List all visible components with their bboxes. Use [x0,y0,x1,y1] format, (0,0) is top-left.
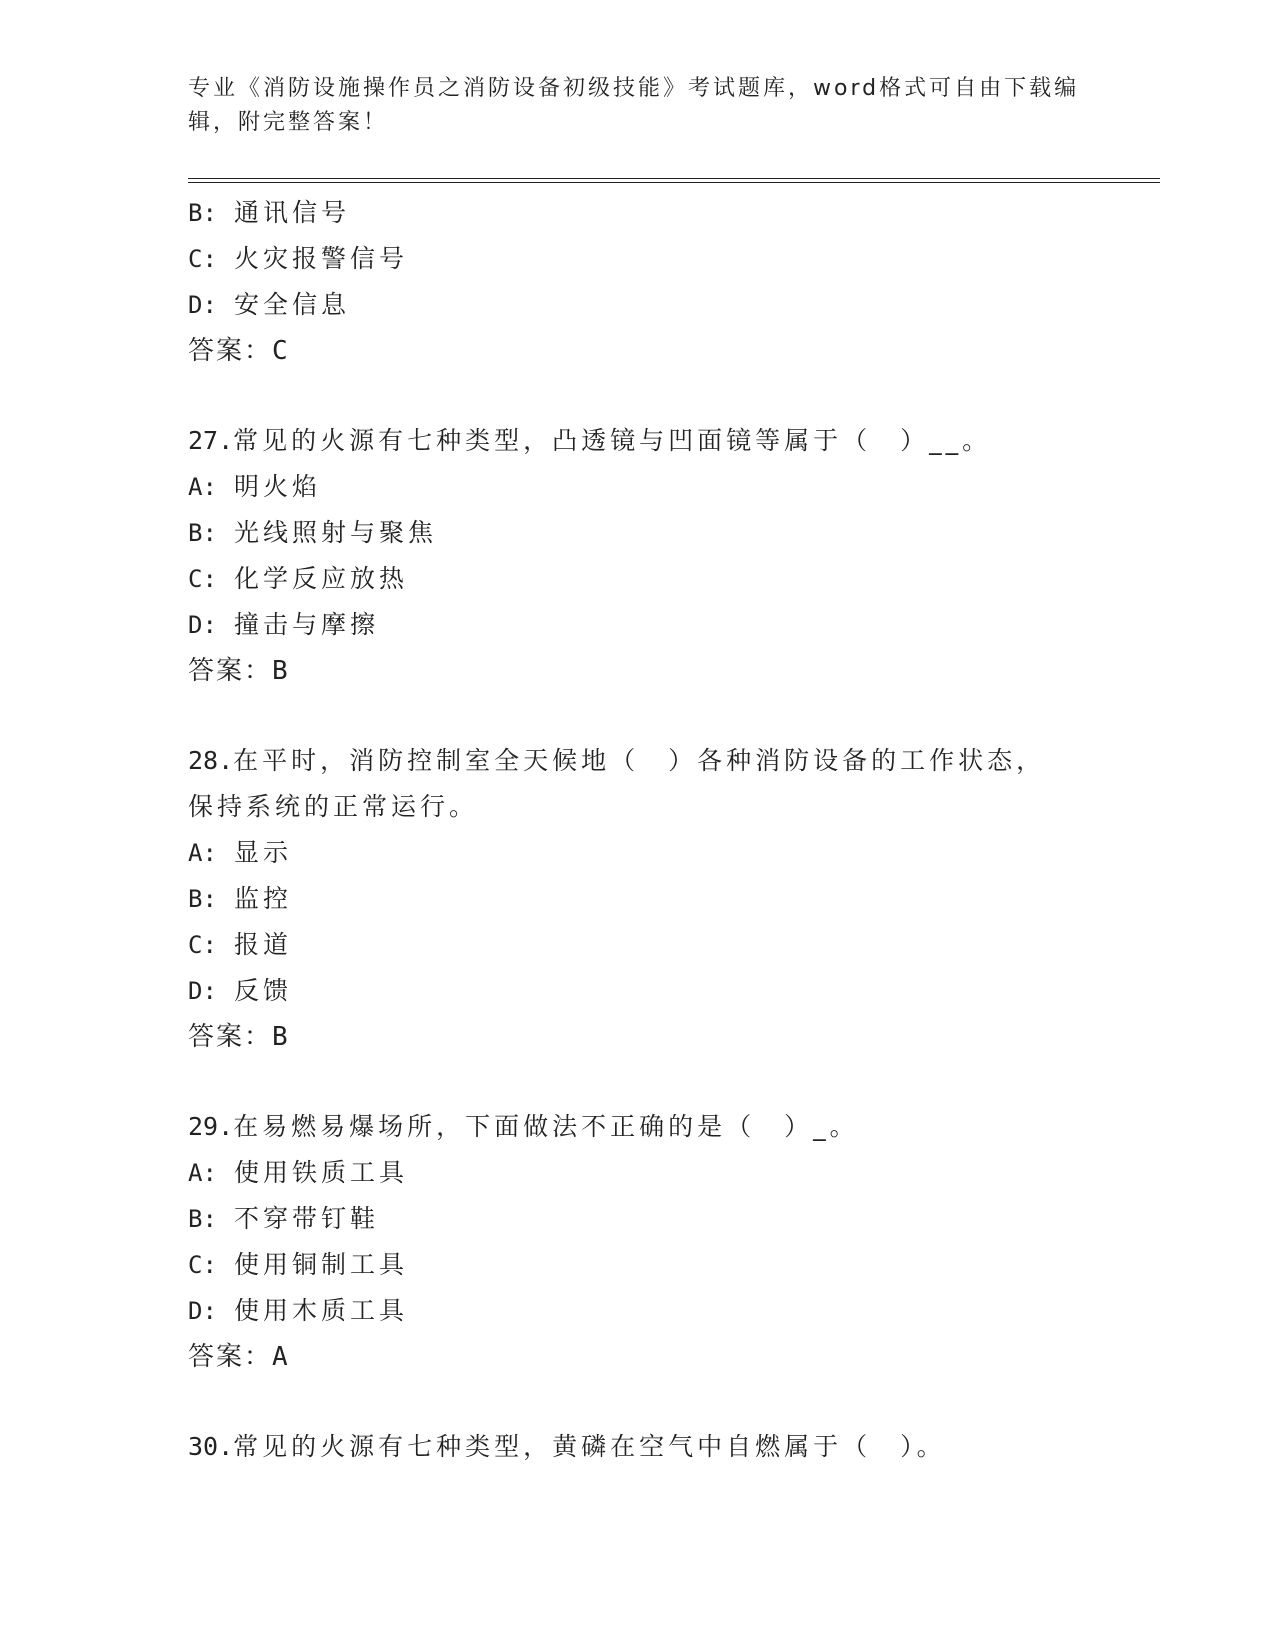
option-letter: B: [188,519,217,547]
partial-question [188,190,1088,374]
question-spacer [188,1380,1088,1424]
answer-value: C [272,336,288,366]
option-a [188,1150,1088,1196]
option-letter: B: [188,1205,217,1233]
option-letter: B: [188,199,217,227]
question-spacer [188,374,1088,418]
option-d [188,968,1088,1014]
option-text: 反馈 [234,976,293,1005]
question-number: 29. [188,1112,234,1141]
option-text: 化学反应放热 [234,564,409,593]
option-letter: B: [188,885,217,913]
option-letter: D: [188,291,217,319]
option-letter: C: [188,931,217,959]
option-text: 安全信息 [234,290,351,319]
question-number: 30. [188,1432,234,1461]
option-a [188,830,1088,876]
header-divider-bottom [188,182,1160,183]
question-text [188,1424,1068,1470]
question-body: 在易燃易爆场所，下面做法不正确的是（ ）_。 [233,1112,859,1141]
answer-value: B [272,656,288,686]
question-text [188,738,1068,830]
header-divider-top [188,178,1160,179]
option-b [188,1196,1088,1242]
option-text: 撞击与摩擦 [234,610,380,639]
option-c [188,922,1088,968]
option-b [188,510,1088,556]
question-body: 在平时，消防控制室全天候地（ ）各种消防设备的工作状态，保持系统的正常运行。 [188,746,1046,821]
option-text: 明火焰 [234,472,322,501]
question-spacer [188,694,1088,738]
answer-line [188,1014,1088,1060]
option-text: 监控 [234,884,293,913]
option-letter: A: [188,1159,217,1187]
option-letter: A: [188,473,217,501]
option-text: 使用木质工具 [234,1296,409,1325]
question-spacer [188,1060,1088,1104]
answer-label: 答案： [188,1342,273,1372]
option-c [188,236,1088,282]
question-30 [188,1424,1088,1470]
option-text: 使用铜制工具 [234,1250,409,1279]
answer-line [188,648,1088,694]
answer-label: 答案： [188,336,273,366]
option-letter: D: [188,1297,217,1325]
question-27 [188,418,1088,694]
option-b [188,190,1088,236]
option-d [188,282,1088,328]
question-list [188,190,1088,1470]
answer-value: A [272,1342,288,1372]
option-letter: C: [188,245,217,273]
option-d [188,1288,1088,1334]
question-28 [188,738,1088,1060]
answer-label: 答案： [188,656,273,686]
option-text: 使用铁质工具 [234,1158,409,1187]
option-letter: C: [188,565,217,593]
option-letter: A: [188,839,217,867]
option-letter: C: [188,1251,217,1279]
answer-line [188,328,1088,374]
option-c [188,556,1088,602]
question-text [188,1104,1068,1150]
option-c [188,1242,1088,1288]
option-text: 报道 [234,930,293,959]
option-text: 通讯信号 [234,198,351,227]
option-text: 光线照射与聚焦 [234,518,438,547]
question-number: 27. [188,426,234,455]
document-header: 专业《消防设施操作员之消防设备初级技能》考试题库，word格式可自由下载编辑，附完整答案！ [188,76,1080,135]
option-letter: D: [188,977,217,1005]
option-text: 火灾报警信号 [234,244,409,273]
answer-line [188,1334,1088,1380]
question-number: 28. [188,746,234,775]
answer-label: 答案： [188,1022,273,1052]
question-29 [188,1104,1088,1380]
option-text: 显示 [234,838,293,867]
option-d [188,602,1088,648]
question-body: 常见的火源有七种类型，凸透镜与凹面镜等属于（ ）__。 [233,426,992,455]
option-text: 不穿带钉鞋 [234,1204,380,1233]
answer-value: B [272,1022,288,1052]
option-letter: D: [188,611,217,639]
option-a [188,464,1088,510]
option-b [188,876,1088,922]
question-body: 常见的火源有七种类型，黄磷在空气中自燃属于（ ）。 [233,1432,946,1461]
question-text [188,418,1068,464]
